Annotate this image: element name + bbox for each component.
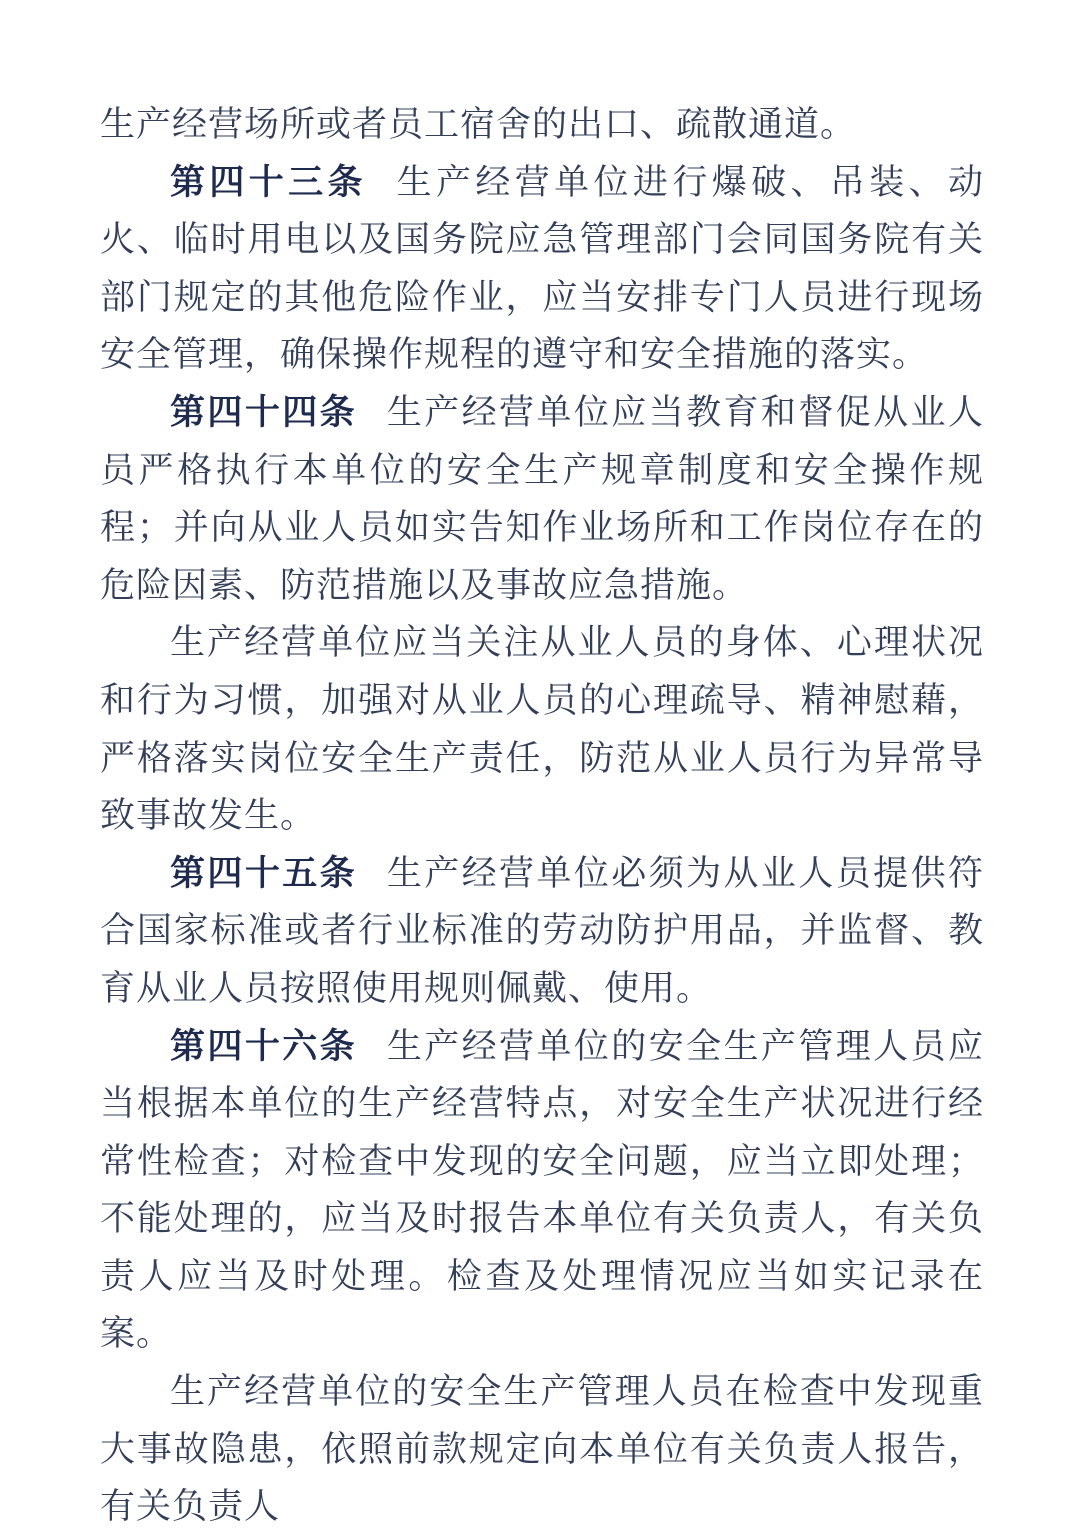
paragraph-text: 生产经营单位应当教育和督促从业人员严格执行本单位的安全生产规章制度和安全操作规程；并向从业人员如实告知作业场所和工作岗位存在的危险因素、防范措施以及事故应急措施。 (100, 392, 984, 605)
paragraph-text: 生产经营场所或者员工宿舍的出口、疏散通道。 (100, 105, 857, 144)
body-paragraph (100, 614, 984, 844)
document-body (100, 96, 984, 1536)
article-number: 第四十六条 (170, 1026, 358, 1066)
article-number: 第四十五条 (170, 853, 358, 893)
paragraph-text: 生产经营单位应当关注从业人员的身体、心理状况和行为习惯，加强对从业人员的心理疏导、精神慰藉，严格落实岗位安全生产责任，防范从业人员行为异常导致事故发生。 (100, 623, 984, 836)
article-paragraph (100, 1018, 984, 1364)
article-number: 第四十四条 (170, 392, 358, 432)
paragraph-text: 生产经营单位进行爆破、吊装、动火、临时用电以及国务院应急管理部门会同国务院有关部门规定的其他危险作业，应当安排专门人员进行现场安全管理，确保操作规程的遵守和安全措施的落实。 (100, 162, 984, 375)
article-paragraph (100, 154, 984, 384)
article-number: 第四十三条 (170, 162, 367, 202)
paragraph-text: 生产经营单位的安全生产管理人员在检查中发现重大事故隐患，依照前款规定向本单位有关负责人报告，有关负责人 (100, 1372, 984, 1527)
body-paragraph (100, 1363, 984, 1536)
article-paragraph (100, 845, 984, 1018)
article-paragraph (100, 384, 984, 614)
paragraph-text: 生产经营单位的安全生产管理人员应当根据本单位的生产经营特点，对安全生产状况进行经常性检查；对检查中发现的安全问题，应当立即处理；不能处理的，应当及时报告本单位有关负责人，有关负责人应当及时处理。检查及处理情况应当如实记录在案。 (100, 1026, 984, 1354)
paragraph-text: 生产经营单位必须为从业人员提供符合国家标准或者行业标准的劳动防护用品，并监督、教育从业人员按照使用规则佩戴、使用。 (100, 853, 984, 1008)
body-paragraph (100, 96, 984, 154)
